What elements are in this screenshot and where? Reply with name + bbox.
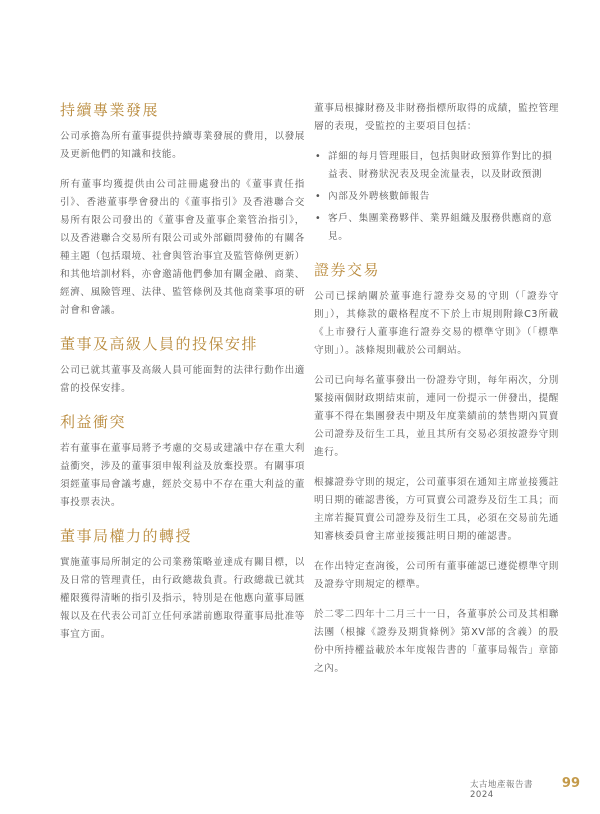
paragraph: 公司已向每名董事發出一份證券守則，每年兩次，分別緊接兩個財政期結束前，連同一份提示一併發出，提醒董事不得在集團發表中期及年度業績前的禁售期內買賣公司證券及衍生工具，並且其所有交易必須按證券守則進行。 [314,375,559,458]
section-insurance [60,334,305,398]
right-column [314,100,559,692]
list-item: • 客戶、集團業務夥伴、業界組織及服務供應商的意見。 [314,210,559,246]
paragraph: 公司已採納關於董事進行證券交易的守則（「證券守則」），其條款的嚴格程度不下於上市規則附錄C3所載《上市發行人董事進行證券交易的標準守則》（「標準守則」）。該條規則載於公司網站。 [314,291,559,356]
intro-paragraph: 董事局根據財務及非財務指標所取得的成績，監控管理層的表現，受監控的主要項目包括： [314,103,559,132]
paragraph: 實施董事局所制定的公司業務策略並達成有關目標，以及日常的管理責任，由行政總裁負責。行政總裁已就其權限獲得清晰的指引及指示，特別是在他應向董事局匯報以及在代表公司訂立任何承諾前應取得董事局批准等事宜方面。 [60,557,305,640]
paragraph: 於二零二四年十二月三十一日，各董事於公司及其相聯法團（根據《證券及期貨條例》第XV部的含義）的股份中所持權益載於本年度報告書的「董事局報告」章節之內。 [314,609,559,674]
section-heading: 持續專業發展 [60,101,160,119]
paragraph: 公司已就其董事及高級人員可能面對的法律行動作出適當的投保安排。 [60,365,305,394]
bullet-icon: • [315,213,322,224]
bullet-icon: • [315,191,322,202]
page-number: 99 [561,776,580,791]
monitoring-list [314,148,559,246]
paragraph: 所有董事均獲提供由公司註冊處發出的《董事責任指引》、香港董事學會發出的《董事指引》及香港聯合交易所有限公司發出的《董事會及董事企業管治指引》，以及香港聯合交易所有限公司或外部顧問發佈的有關各種主題（包括環境、社會與管治事宜及監管條例更新）和其他培訓材料，亦會邀請他們參加有關金融、商業、經濟、風險管理、法律、監管條例及其他商業事項的研討會和會議。 [60,179,305,316]
list-item: • 詳細的每月管理賬目，包括與財政預算作對比的損益表、財務狀況表及現金流量表，以及財政預測 [314,148,559,184]
bullet-icon: • [315,151,322,162]
section-heading: 利益衝突 [60,413,127,431]
section-conflict-of-interest [60,412,305,512]
section-heading: 董事及高級人員的投保安排 [60,335,259,353]
paragraph: 在作出特定查詢後，公司所有董事確認已遵從標準守則及證券守則規定的標準。 [314,561,559,590]
section-securities-dealing [314,260,559,678]
list-item: • 內部及外聘核數師報告 [314,188,559,206]
report-title: 太古地產報告書2024 [470,780,534,800]
paragraph: 公司承擔為所有董事提供持續專業發展的費用，以發展及更新他們的知識和技能。 [60,131,305,160]
page-footer [470,776,580,800]
section-continuous-development [60,100,305,320]
paragraph: 根據證券守則的規定，公司董事須在通知主席並接獲註明日期的確認書後，方可買賣公司證券及衍生工具；而主席若擬買賣公司證券及衍生工具，必須在交易前先通知審核委員會主席並接獲註明日期的確認書。 [314,477,559,542]
section-delegation [60,526,305,644]
left-column [60,100,305,658]
section-heading: 證券交易 [314,261,381,279]
section-heading: 董事局權力的轉授 [60,527,193,545]
paragraph: 若有董事在董事局將予考慮的交易或建議中存在重大利益衝突，涉及的董事須申報利益及放棄投票。有關事項須經董事局會議考慮，經於交易中不存在重大利益的董事投票表決。 [60,443,305,508]
